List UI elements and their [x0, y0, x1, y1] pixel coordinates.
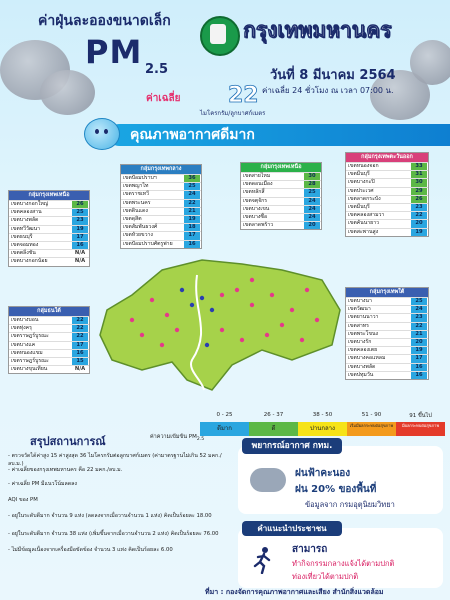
zone-row [9, 341, 89, 349]
advice-line: ท่องเที่ยวได้ตามปกติ [292, 572, 359, 581]
zone-row [121, 231, 201, 239]
average-value: 22 [228, 83, 259, 108]
zone-row [346, 195, 428, 203]
zone-row [346, 187, 428, 195]
monitoring-station-dot [305, 288, 309, 292]
zone-table [345, 287, 429, 380]
zone-row [9, 208, 89, 216]
zone-row [121, 174, 201, 182]
district-value: 24 [304, 198, 320, 205]
district-name: เขตบางบอน [11, 317, 39, 323]
monitoring-station-dot [210, 308, 214, 312]
zone-row [9, 365, 89, 373]
mascot-icon [84, 118, 120, 150]
zone-row [346, 363, 428, 371]
district-name: เขตสัมพันธวงศ์ [123, 224, 158, 231]
rain-cloud-icon [250, 468, 286, 492]
district-name: เขตบางขุนเทียน [11, 366, 48, 373]
scale-range: 51 - 90 [361, 412, 382, 418]
zone-table [345, 152, 429, 237]
district-value: 19 [411, 347, 427, 354]
district-name: เขตบางแค [11, 341, 36, 348]
district-name: เขตห้วยขวาง [123, 232, 153, 239]
dust-cloud-icon [40, 70, 95, 115]
forecast-rain-chance: ฝน 20% ของพื้นที่ [295, 484, 377, 495]
district-name: เขตหนองแขม [11, 349, 43, 356]
zone-row [346, 346, 428, 354]
zone-row [346, 354, 428, 362]
district-value: 30 [304, 173, 320, 180]
district-value: 23 [411, 204, 427, 211]
district-name: เขตราษฎร์บูรณะ [11, 333, 49, 340]
bangkok-map [92, 250, 344, 400]
zone-row [9, 332, 89, 340]
zone-row [121, 215, 201, 223]
district-name: เขตป้อมปราบศัตรูพ่าย [123, 240, 173, 247]
scale-range: 91 ขึ้นไป [409, 413, 432, 419]
advice-line: ทำกิจกรรมกลางแจ้งได้ตามปกติ [292, 559, 395, 568]
district-value: 19 [411, 229, 427, 236]
runner-icon [252, 546, 274, 574]
zone-title: กลุ่มกรุงเทพเหนือ [241, 163, 321, 172]
zone-row [346, 305, 428, 313]
zone-row [346, 371, 428, 379]
pm-subscript: 2.5 [145, 62, 169, 77]
zone-title: กลุ่มกรุงเทพตะวันออก [346, 153, 428, 162]
zone-row [346, 162, 428, 170]
district-value: 25 [72, 209, 88, 216]
zone-row [346, 178, 428, 186]
zone-row [241, 188, 321, 196]
district-value: 24 [184, 191, 200, 198]
district-value: N/A [74, 366, 86, 373]
zone-row [346, 330, 428, 338]
summary-line: - ค่าเฉลี่ยของกรุงเทพมหานคร คือ 22 มคก./ลบ.ม. [8, 467, 123, 473]
zone-row [346, 219, 428, 227]
monitoring-station-dot [250, 278, 254, 282]
advice-tab: คำแนะนำประชาชน [242, 521, 342, 536]
district-name: เขตหลักสี่ [243, 189, 265, 196]
district-value: 19 [184, 216, 200, 223]
zone-row [346, 338, 428, 346]
district-name: เขตลาดกระบัง [348, 195, 381, 202]
district-value: 16 [411, 364, 427, 371]
district-name: เขตบางเขน [243, 205, 270, 212]
district-value: 26 [411, 196, 427, 203]
district-value: 16 [184, 241, 200, 248]
district-name: เขตยานนาวา [348, 314, 379, 321]
district-value: 36 [184, 175, 200, 182]
district-name: เขตมีนบุรี [348, 171, 370, 178]
seal-emblem [210, 24, 226, 44]
district-name: เขตจตุจักร [243, 197, 268, 204]
summary-line: - ค่าเฉลี่ย PM มีแนวโน้มลดลง [8, 481, 77, 487]
average-label: ค่าเฉลี่ย [146, 93, 181, 104]
district-value: 15 [72, 358, 88, 365]
district-value: 33 [411, 163, 427, 170]
district-name: เขตพระนคร [123, 199, 151, 206]
monitoring-station-dot [270, 293, 274, 297]
scale-label [150, 433, 204, 442]
average-time: ค่าเฉลี่ย 24 ชั่วโมง ณ เวลา 07:00 น. [262, 86, 394, 95]
district-name: เขตบางกะปิ [348, 179, 375, 186]
district-value: 22 [411, 323, 427, 330]
district-name: เขตคลองสามวา [348, 212, 385, 219]
district-name: เขตราษฎร์บูรณะ [11, 357, 49, 364]
district-name: เขตสาทร [348, 322, 369, 329]
monitoring-station-dot [220, 328, 224, 332]
district-value: 28 [304, 181, 320, 188]
district-name: เขตบางรัก [348, 338, 372, 345]
district-value: 25 [304, 189, 320, 196]
zone-row [346, 228, 428, 236]
zone-row [9, 216, 89, 224]
scale-range: 0 - 25 [216, 412, 233, 418]
district-value: 17 [72, 234, 88, 241]
district-value: 16 [72, 350, 88, 357]
district-name: เขตพระโขนง [348, 330, 379, 337]
district-name: เขตบางนา [348, 298, 372, 304]
district-name: เขตทุ่งครุ [11, 325, 32, 332]
district-name: เขตราชเทวี [123, 191, 150, 198]
monitoring-station-dot [165, 313, 169, 317]
district-value: 24 [411, 306, 427, 313]
district-value: 21 [411, 331, 427, 338]
summary-line: - ไม่มีข้อมูลเนื่องจากเครื่องมือขัดข้อง จำนวน 3 แห่ง คิดเป็นร้อยละ 6.00 [8, 547, 173, 553]
forecast-tab: พยากรณ์อากาศ กทม. [242, 438, 342, 454]
district-name: เขตจอมทอง [11, 241, 39, 248]
monitoring-station-dot [280, 323, 284, 327]
summary-line: - ตรวจวัดได้ค่าสูง 15 ค่าสูงสุด 36 ไมโครกรัมต่อลูกบาศก์เมตร (ค่ามาตรฐานไม่เกิน 52 มคก./ลบ.ม.) [8, 453, 222, 467]
zone-row [346, 322, 428, 330]
district-value: 23 [411, 314, 427, 321]
pm-title: PM [85, 33, 143, 71]
district-value: 20 [411, 339, 427, 346]
district-value: 31 [411, 171, 427, 178]
zone-row [346, 211, 428, 219]
district-value: 21 [184, 208, 200, 215]
zone-row [9, 225, 89, 233]
district-value: 22 [72, 325, 88, 332]
summary-line: AQI ของ PM [8, 497, 38, 503]
zone-title: กลุ่มกรุงเทพใต้ [346, 288, 428, 297]
scale-label-sub: 2.5 [196, 437, 205, 443]
district-value: 22 [411, 212, 427, 219]
average-unit: ไมโครกรัม/ลูกบาศก์เมตร [200, 110, 266, 117]
forecast-source: ข้อมูลจาก กรมอุตุนิยมวิทยา [305, 500, 395, 509]
monitoring-station-dot [220, 293, 224, 297]
district-value: 16 [72, 242, 88, 249]
district-name: เขตบางกอกใหญ่ [11, 201, 49, 207]
district-name: เขตมีนบุรี [348, 203, 370, 210]
header-subtitle: ค่าฝุ่นละอองขนาดเล็ก [38, 13, 171, 29]
district-name: เขตประเวศ [348, 187, 374, 194]
monitoring-station-dot [205, 343, 209, 347]
zone-row [121, 207, 201, 215]
zone-row [121, 223, 201, 231]
report-date: วันที่ 8 มีนาคม 2564 [270, 68, 396, 83]
district-name: เขตปทุมวัน [348, 371, 374, 378]
forecast-condition: ฝนฟ้าคะนอง [295, 468, 351, 479]
district-value: 29 [411, 188, 427, 195]
mascot-eye [95, 129, 99, 134]
scale-label-text: ค่าความเข้มข้น PM [150, 434, 197, 440]
source-footer: ที่มา : กองจัดการคุณภาพอากาศและเสียง สำนักสิ่งแวดล้อม [205, 588, 384, 596]
zone-row [9, 349, 89, 357]
district-value: 19 [72, 226, 88, 233]
monitoring-station-dot [130, 318, 134, 322]
zone-row [9, 324, 89, 332]
zone-title: กลุ่มกรุงเทพเหนือ [9, 191, 89, 200]
zone-row [121, 182, 201, 190]
scale-ranges [200, 412, 445, 420]
district-value: 16 [411, 372, 427, 379]
district-value: 17 [411, 355, 427, 362]
zone-row [9, 357, 89, 365]
dust-cloud-icon [410, 40, 450, 85]
zone-row [241, 221, 321, 229]
district-value: 22 [72, 333, 88, 340]
monitoring-station-dot [250, 303, 254, 307]
zone-row [121, 199, 201, 207]
district-value: 22 [184, 200, 200, 207]
scale-level: ปานกลาง [298, 422, 347, 436]
district-value: 23 [72, 217, 88, 224]
agency-title: กรุงเทพมหานคร [243, 18, 392, 42]
district-name: เขตลาดพร้าว [243, 222, 274, 229]
district-name: เขตคลองเตย [348, 347, 378, 354]
scale-level: มีผลกระทบต่อสุขภาพ [396, 422, 445, 436]
monitoring-station-dot [180, 288, 184, 292]
zone-row [346, 297, 428, 305]
monitoring-station-dot [300, 338, 304, 342]
monitoring-station-dot [235, 288, 239, 292]
advice-headline: สามารถ [292, 544, 328, 555]
district-name: เขตคลองสาน [11, 209, 42, 216]
zone-row [241, 213, 321, 221]
district-name: เขตสะพานสูง [348, 228, 379, 235]
zone-table [240, 162, 322, 230]
zone-table [8, 306, 90, 374]
zone-table [120, 164, 202, 249]
district-name: เขตสายไหม [243, 173, 271, 179]
zone-row [9, 249, 89, 257]
monitoring-station-dot [190, 303, 194, 307]
district-name: เขตบางคอแหลม [348, 355, 386, 362]
district-name: เขตพญาไท [123, 183, 149, 190]
zone-title: กลุ่มกรุงเทพกลาง [121, 165, 201, 174]
scale-level: ดีมาก [200, 422, 249, 436]
district-name: เขตบางกอกน้อย [11, 258, 48, 265]
mascot-eye [104, 129, 108, 134]
quality-text: คุณภาพอากาศดีมาก [130, 127, 255, 143]
zone-row [241, 205, 321, 213]
summary-title: สรุปสถานการณ์ [30, 435, 106, 448]
scale-level: เริ่มมีผลกระทบต่อสุขภาพ [347, 422, 396, 436]
district-name: เขตทวีวัฒนา [11, 225, 41, 232]
district-name: เขตตลิ่งชัน [11, 250, 36, 257]
district-value: 22 [72, 317, 88, 324]
monitoring-station-dot [175, 328, 179, 332]
zone-row [121, 240, 201, 248]
zone-row [9, 316, 89, 324]
district-name: เขตดอนเมือง [243, 181, 273, 188]
zone-row [9, 200, 89, 208]
scale-bar [200, 422, 445, 436]
district-name: เขตบางซื่อ [243, 213, 268, 220]
district-name: เขตดินแดง [123, 207, 148, 214]
district-value: 18 [184, 224, 200, 231]
district-name: เขตป้อมปราบฯ [123, 175, 157, 181]
summary-line: - อยู่ในระดับดีมาก จำนวน 38 แห่ง (เพิ่มขึ้นจากเมื่อวานจำนวน 2 แห่ง) คิดเป็นร้อยละ 76.00 [8, 531, 219, 537]
district-value: 25 [184, 183, 200, 190]
scale-level: ดี [249, 422, 298, 436]
zone-row [9, 257, 89, 265]
monitoring-station-dot [290, 308, 294, 312]
zone-row [346, 203, 428, 211]
scale-range: 26 - 37 [263, 412, 284, 418]
district-name: เขตคันนายาว [348, 220, 380, 227]
district-name: เขตหนองจอก [348, 163, 379, 169]
district-value: 24 [304, 206, 320, 213]
monitoring-station-dot [200, 296, 204, 300]
district-value: N/A [74, 258, 86, 265]
monitoring-station-dot [140, 333, 144, 337]
zone-table [8, 190, 90, 267]
zone-row [241, 180, 321, 188]
summary-line: - อยู่ในระดับดีมาก จำนวน 9 แห่ง (ลดลงจากเมื่อวานจำนวน 1 แห่ง) คิดเป็นร้อยละ 18.00 [8, 513, 212, 519]
district-value: 17 [72, 342, 88, 349]
zone-row [241, 172, 321, 180]
district-value: 20 [411, 220, 427, 227]
monitoring-station-dot [240, 338, 244, 342]
monitoring-station-dot [160, 343, 164, 347]
zone-row [346, 313, 428, 321]
zone-row [346, 170, 428, 178]
district-value: 17 [184, 232, 200, 239]
district-value: 26 [72, 201, 88, 208]
zone-row [9, 233, 89, 241]
scale-range: 38 - 50 [312, 412, 333, 418]
district-name: เขตบางพลัด [348, 363, 376, 370]
district-value: 24 [304, 214, 320, 221]
monitoring-station-dot [265, 333, 269, 337]
district-value: 30 [411, 179, 427, 186]
zone-row [121, 190, 201, 198]
district-name: เขตบางพลัด [11, 217, 39, 224]
district-name: เขตธนบุรี [11, 233, 33, 240]
zone-row [241, 197, 321, 205]
zone-title: กลุ่มธนใต้ [9, 307, 89, 316]
monitoring-station-dot [315, 318, 319, 322]
monitoring-station-dot [150, 298, 154, 302]
district-name: เขตดุสิต [123, 215, 142, 222]
map-outline [100, 260, 340, 390]
zone-row [9, 241, 89, 249]
district-value: 25 [411, 298, 427, 305]
district-name: เขตวัฒนา [348, 306, 371, 313]
district-value: 20 [304, 222, 320, 229]
district-value: N/A [74, 250, 86, 257]
